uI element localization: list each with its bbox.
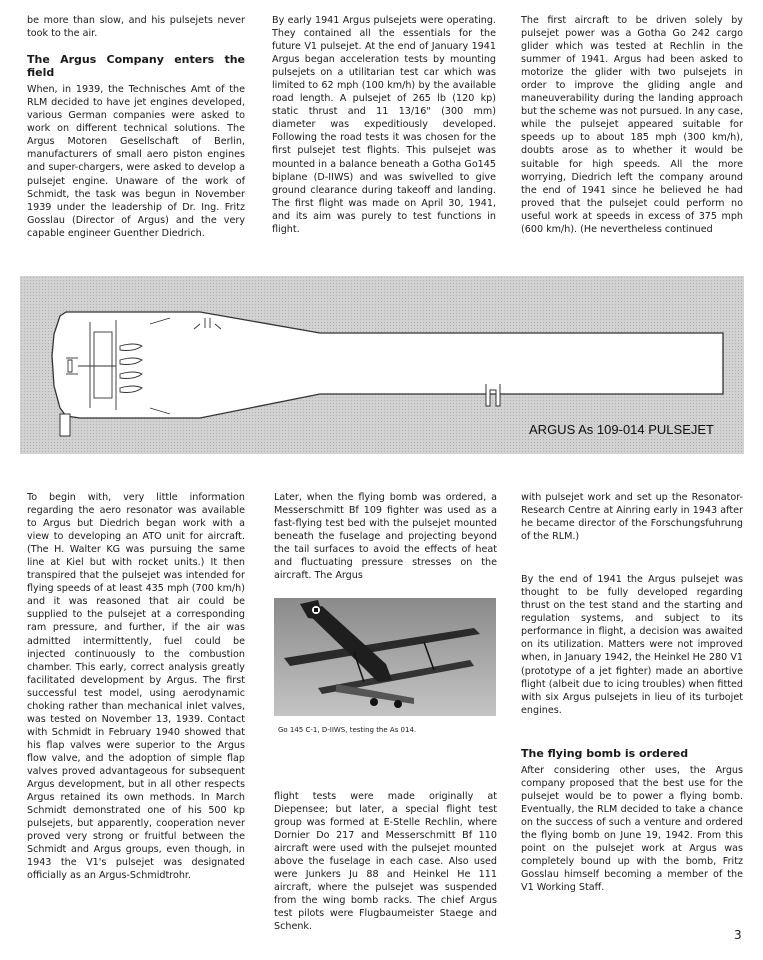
top-col3-body: The first aircraft to be driven solely by pulsejet power was a Gotha Go 242 cargo glider which was tested at Rechlin in the summer of 1941. Argus had been asked to motorize the glider with two pulsejets in order to improve the gliding angle and maneuverability during the landing approach but the scheme was not pursued. In any case, while the pulsejet appeared suitable for speeds up to about 185 mph (300 km/h), doubts arose as to whether it would be suitable for high speeds. All the more worrying, Diedrich left the company around the end of 1941 since he believed he had proved that the pulsejet could perform no useful work at speeds in excess of 375 mph (600 km/h). (He nevertheless continued	[521, 15, 743, 235]
bottom-col1-body: To begin with, very little information regarding the aero resonator was available to Argus but Diedrich began work with a view to developing an ATO unit for aircraft. (The H. Walter KG was pursuing the same line at Kiel but with rocket units.) It then transpired that the pulsejet was intended for flying speeds of at least 435 mph (700 km/h) and it was reasoned that air could be supplied to the pulsejet at a corresponding ram pressure, and further, if the air was admitted intermittently, fuel could be injected continuously to the combustion chamber. This early, correct analysis greatly facilitated development by Argus. The first successful test model, using aerodynamic choking rather than mechanical inlet valves, was tested on November 13, 1939. Contact with Schmidt in February 1940 showed that his flap valves were superior to the Argus flow valve, and the adoption of simple flap valves proved advantageous for subsequent Argus development, but in all other respects Argus retained its own methods. In March Schmidt demonstrated one of his 500 kp pulsejets, but apparently, cooperation never proved very strong or fruitful between the Schmidt and Argus groups, even though, in 1943 the V1's pulsejet was designated officially as an Argus-Schmidtrohr.	[27, 492, 245, 882]
top-col2-body: By early 1941 Argus pulsejets were operating. They contained all the essentials for the future V1 pulsejet. At the end of January 1941 Argus began acceleration tests by mounting pulsejets on a utilitarian test car which was limited to 62 mph (100 km/h) by the available road length. A pulsejet of 265 lb (120 kp) static thrust and 11 13/16" (300 mm) diameter was expeditiously developed. Following the road tests it was chosen for the first pulsejet test flights. This pulsejet was mounted in a balance beneath a Gotha Go145 biplane (D-IIWS) and was swivelled to give ground clearance during takeoff and landing. The first flight was made on April 30, 1941, and its aim was purely to test functions in flight.	[272, 15, 496, 235]
bottom-col3-para1: with pulsejet work and set up the Resonator-Research Centre at Ainring early in 1943 after he became director of the Forschungsfuhrung of the RLM.)	[521, 492, 743, 543]
bottom-col3-para2: By the end of 1941 the Argus pulsejet was thought to be fully developed regarding thrust on the test stand and the starting and regulation systems, and subject to its performance in flight, a decision was awaited on its utilization. Matters were not improved when, in January 1942, the Heinkel He 280 V1 (prototype of a jet fighter) made an abortive flight (albeit due to icing troubles) when fitted with six Argus pulsejets in lieu of its turbojet engines.	[521, 574, 743, 716]
bottom-col2-body-bottom: flight tests were made originally at Diepensee; but later, a special flight test group was formed at E-Stelle Rechlin, where Dornier Do 217 and Messerschmitt Bf 110 aircraft were used with the pulsejet mounted above the fuselage in each case. Also used were Junkers Ju 88 and Heinkel He 111 aircraft, where the pulsejet was suspended from the wing bomb racks. The chief Argus test pilots were Flugbaumeister Staege and Schenk.	[274, 791, 497, 933]
section-heading-argus: The Argus Company enters the field	[27, 53, 245, 80]
top-column-1	[27, 14, 245, 240]
page-number: 3	[734, 928, 742, 942]
bottom-column-1	[27, 491, 245, 882]
pulsejet-diagram	[20, 276, 744, 454]
bottom-col3-para3: After considering other uses, the Argus company proposed that the best use for the pulsejet would be to power a flying bomb. Eventually, the RLM decided to take a chance on the success of such a venture and ordered the flying bomb on June 19, 1942. From this point on the pulsejet work at Argus was completely bound up with the bomb, Fritz Gosslau himself becoming a member of the V1 Working Staff.	[521, 764, 743, 894]
bottom-col2-body-top: Later, when the flying bomb was ordered, a Messerschmitt Bf 109 fighter was used as a fast-flying test bed with the pulsejet mounted beneath the fuselage and projecting beyond the tail surfaces to avoid the effects of heat and fluctuating pressure stresses on the aircraft. The Argus	[274, 492, 497, 582]
diagram-label: ARGUS As 109-014 PULSEJET	[529, 422, 714, 437]
photo-caption: Go 145 C-1, D-IIWS, testing the As 014.	[278, 726, 417, 734]
biplane-photo	[274, 598, 496, 716]
section-heading-flying-bomb: The flying bomb is ordered	[521, 746, 689, 760]
top-col1-intro: be more than slow, and his pulsejets never took to the air.	[27, 15, 245, 40]
bottom-column-2-bottom	[274, 790, 497, 934]
top-col1-body: When, in 1939, the Technisches Amt of the RLM decided to have jet engines developed, various German companies were asked to work on different technical solutions. The Argus Motoren Gesellschaft of Berlin, manufacturers of small aero piston engines and super-chargers, were asked to develop a pulsejet engine. Unaware of the work of Schmidt, the task was begun in November 1939 under the leadership of Dr. Ing. Fritz Gosslau (Director of Argus) and the very capable engineer Guenther Diedrich.	[27, 84, 245, 239]
bottom-column-2-top	[274, 491, 497, 582]
bottom-column-3	[521, 491, 743, 894]
top-column-2	[272, 14, 496, 236]
top-column-3	[521, 14, 743, 236]
